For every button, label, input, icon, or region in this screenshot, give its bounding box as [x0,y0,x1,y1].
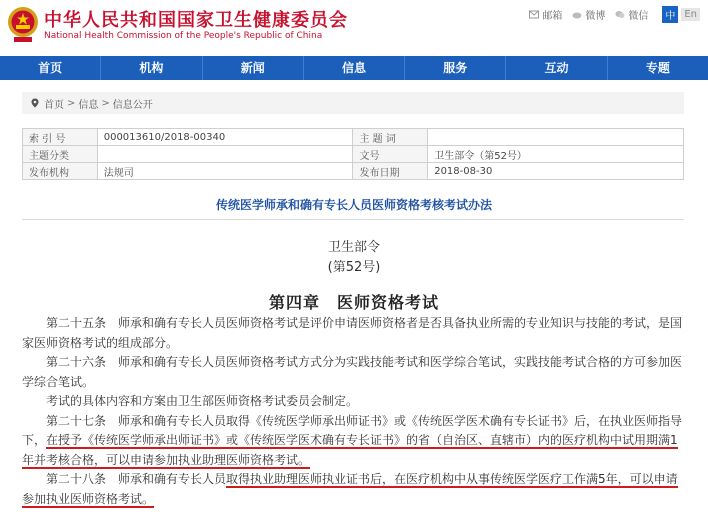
article-28 [22,470,684,509]
category-value [97,146,353,163]
nav-topics[interactable]: 专题 [645,61,670,75]
lang-cn-button[interactable]: 中 [662,6,678,23]
article-27-highlight: 在授予《传统医学师承出师证书》或《传统医学医术确有专长证书》的省（自治区、直辖市）内的医疗机构中试用期满1年并考核合格，可以申请参加执业助理医师资格考试。 [22,433,678,467]
article-26: 第二十六条 师承和确有专长人员医师资格考试方式分为实践技能考试和医学综合笔试，实践技能考试合格的方可参加医学综合笔试。 [22,355,683,389]
location-pin-icon [30,98,40,108]
wechat-icon [615,10,625,19]
breadcrumb-disclosure[interactable]: 信息公开 [112,99,153,111]
org-label: 发布机构 [23,163,98,180]
title-divider [22,219,684,220]
article-25: 第二十五条 师承和确有专长人员医师资格考试是评价申请医师资格者是否具备执业所需的专业知识与技能的考试，是国家医师资格考试的组成部分。 [22,316,683,350]
breadcrumb-separator: > [67,97,76,109]
chapter-heading: 第四章 医师资格考试 [268,293,439,312]
nav-interaction[interactable]: 互动 [506,56,607,80]
document-meta-table [22,128,684,180]
org-value: 法规司 [97,163,353,180]
main-nav [0,56,708,80]
article-28-lead: 第二十八条 师承和确有专长人员 [46,472,227,486]
article-26-note: 考试的具体内容和方案由卫生部医师资格考试委员会制定。 [46,394,359,408]
weibo-label: 微博 [585,11,606,22]
category-label: 主题分类 [23,146,98,163]
table-row [23,146,684,163]
breadcrumb-info[interactable]: 信息 [78,99,99,111]
lang-en-button[interactable]: En [681,8,700,21]
date-label: 发布日期 [353,163,428,180]
subject-label: 主 题 词 [353,129,428,146]
article-body [22,314,684,509]
mail-link[interactable] [529,7,562,22]
nav-information[interactable]: 信息 [304,56,405,80]
article-27-lead: 第二十七条 师承和确有专长人员取得《传统医学师承出师证书》或《传统医学医术确有专长证书》后，在执业医师指导下， [22,413,683,447]
breadcrumb-home[interactable]: 首页 [44,99,64,111]
article-27 [22,412,684,471]
wechat-link[interactable] [615,7,648,22]
weibo-link[interactable] [572,7,605,22]
wechat-label: 微信 [628,11,649,22]
article-title: 传统医学师承和确有专长人员医师资格考核考试办法 [215,198,492,212]
mail-icon [529,10,539,19]
nav-news[interactable]: 新闻 [203,56,304,80]
top-links [519,6,700,23]
table-row [23,163,684,180]
doc-number-label: 文号 [353,146,428,163]
breadcrumb-separator: > [101,97,110,109]
doc-number-value: 卫生部令（第52号） [428,146,684,163]
table-row [23,129,684,146]
mail-label: 邮箱 [542,11,563,22]
subject-value [428,129,684,146]
index-value: 000013610/2018-00340 [97,129,353,146]
nav-services[interactable]: 服务 [405,56,506,80]
order-number: (第52号) [327,260,381,275]
issuer: 卫生部令 [327,240,380,255]
site-header [0,0,708,56]
date-value: 2018-08-30 [428,163,684,180]
site-name-cn[interactable]: 中华人民共和国国家卫生健康委员会 [44,10,348,31]
article-28-highlight: 取得执业助理医师执业证书后，在医疗机构中从事传统医学医疗工作满5年，可以申请参加执业医师资格考试。 [22,472,678,506]
index-label: 索 引 号 [23,129,98,146]
nav-organization[interactable]: 机构 [101,56,202,80]
national-emblem-icon [6,4,40,44]
site-name-en: National Health Commission of the People's Republic of China [44,31,323,41]
nav-home[interactable]: 首页 [0,56,101,80]
weibo-icon [572,10,582,19]
breadcrumb [22,92,684,114]
